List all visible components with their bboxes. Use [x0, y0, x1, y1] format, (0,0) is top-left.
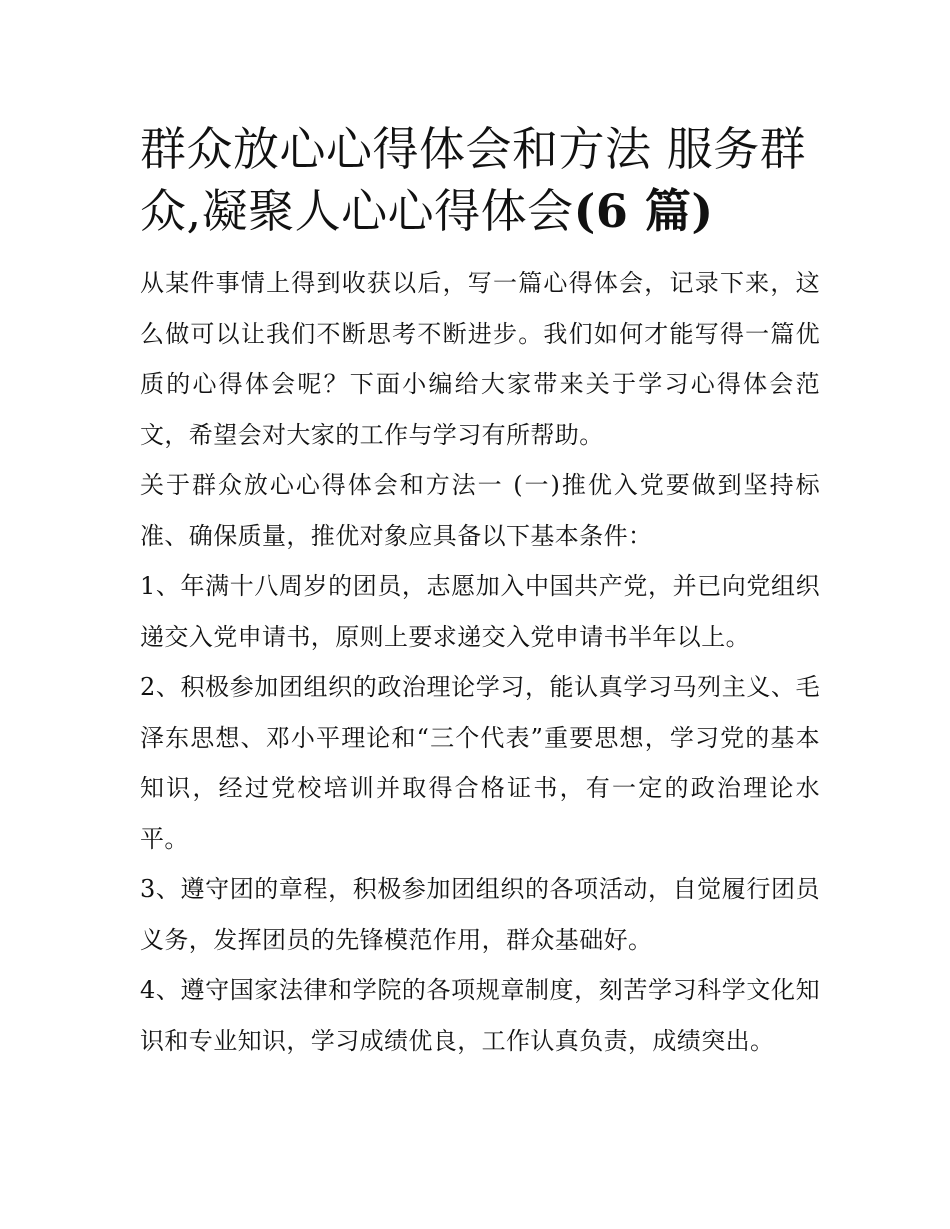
title-count: (6 篇)	[573, 184, 714, 238]
paragraph-item-4: 4、遵守国家法律和学院的各项规章制度，刻苦学习科学文化知识和专业知识，学习成绩优良，工作认真负责，成绩突出。	[140, 976, 820, 1055]
title-text: 群众放心心得体会和方法 服务群众,凝聚人心心得体会	[140, 122, 807, 238]
paragraph-item-2: 2、积极参加团组织的政治理论学习，能认真学习马列主义、毛泽东思想、邓小平理论和“三个代表”重要思想，学习党的基本知识，经过党校培训并取得合格证书，有一定的政治理论水平。	[140, 673, 820, 853]
document-title	[140, 118, 820, 242]
document-body	[140, 258, 820, 1066]
paragraph-section-heading: 关于群众放心心得体会和方法一 (一)推优入党要做到坚持标准、确保质量，推优对象应具备以下基本条件：	[140, 471, 820, 550]
paragraph-item-3: 3、遵守团的章程，积极参加团组织的各项活动，自觉履行团员义务，发挥团员的先锋模范作用，群众基础好。	[140, 875, 820, 954]
paragraph-intro: 从某件事情上得到收获以后，写一篇心得体会，记录下来，这么做可以让我们不断思考不断进步。我们如何才能写得一篇优质的心得体会呢？下面小编给大家带来关于学习心得体会范文，希望会对大家的工作与学习有所帮助。	[140, 269, 820, 449]
document-page	[140, 118, 820, 1066]
paragraph-item-1: 1、年满十八周岁的团员，志愿加入中国共产党，并已向党组织递交入党申请书，原则上要求递交入党申请书半年以上。	[140, 572, 820, 651]
